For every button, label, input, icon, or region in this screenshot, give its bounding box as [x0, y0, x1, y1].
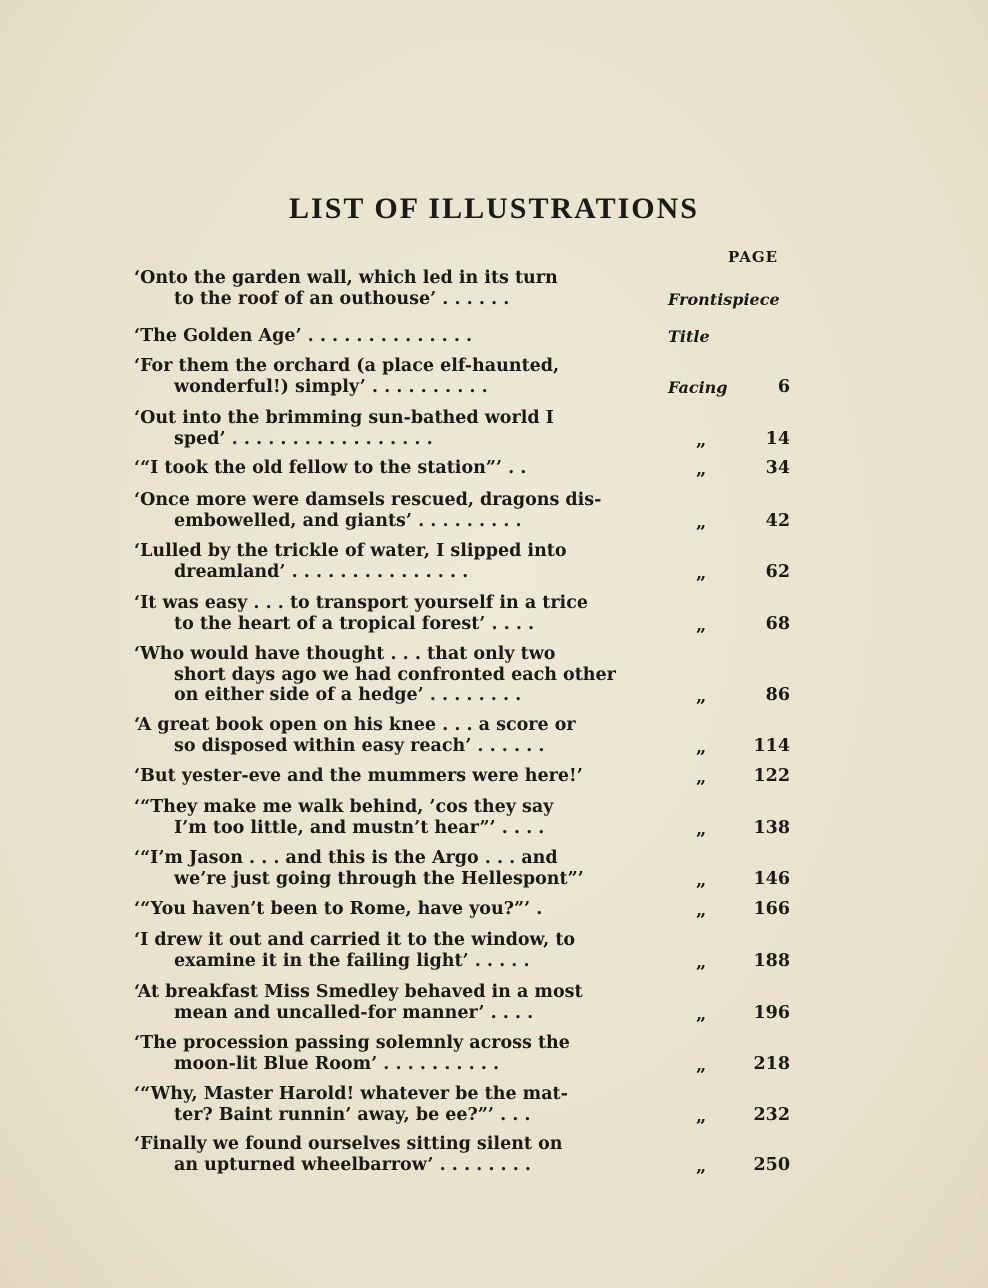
illustration-caption: [134, 408, 650, 449]
page-number: 196: [753, 1002, 790, 1023]
illustration-caption: [134, 593, 650, 634]
page-number: 86: [765, 685, 790, 705]
caption-line: wonderful!) simply’ . . . . . . . . . .: [174, 376, 488, 397]
illustration-caption: [134, 848, 650, 889]
facing-label: „: [696, 736, 707, 758]
illustration-caption: [134, 644, 650, 706]
facing-label: „: [696, 818, 707, 840]
caption-line: ‘At breakfast Miss Smedley behaved in a most: [134, 982, 583, 1002]
caption-line: an upturned wheelbarrow’ . . . . . . . .: [174, 1154, 531, 1175]
caption-line: we’re just going through the Hellespont”’: [174, 868, 584, 889]
caption-line: ‘It was easy . . . to transport yourself in a trice: [134, 593, 588, 613]
page-title: LIST OF ILLUSTRATIONS: [289, 192, 699, 225]
caption-line: embowelled, and giants’ . . . . . . . . .: [174, 510, 522, 531]
caption-line: ‘Who would have thought . . . that only two: [134, 644, 556, 664]
caption-line: ‘“I’m Jason . . . and this is the Argo . . . and: [134, 848, 558, 868]
page-column-header: PAGE: [728, 248, 779, 266]
page-number: 166: [753, 899, 790, 919]
facing-label: „: [696, 429, 707, 451]
caption-line: ‘But yester-eve and the mummers were here!’: [134, 766, 583, 786]
illustration-caption: [134, 356, 650, 397]
facing-label: Facing: [668, 377, 728, 397]
page-number: 232: [753, 1104, 790, 1125]
caption-line: mean and uncalled-for manner’ . . . .: [174, 1002, 534, 1023]
caption-line: on either side of a hedge’ . . . . . . . .: [174, 685, 522, 705]
caption-line: ‘The procession passing solemnly across the: [134, 1033, 570, 1053]
facing-label: „: [696, 686, 707, 707]
caption-line: so disposed within easy reach’ . . . . . .: [174, 735, 545, 756]
page-number: 218: [753, 1053, 790, 1074]
facing-label: „: [696, 869, 707, 891]
caption-line: ‘For them the orchard (a place elf-haunted,: [134, 356, 560, 376]
illustration-caption: [134, 797, 650, 838]
caption-line: dreamland’ . . . . . . . . . . . . . . .: [174, 561, 469, 582]
caption-line: ‘“Why, Master Harold! whatever be the mat-: [134, 1084, 568, 1104]
facing-label: „: [696, 951, 707, 973]
facing-label: „: [696, 1155, 707, 1177]
facing-label: Title: [668, 327, 710, 346]
caption-line: ‘Finally we found ourselves sitting silent on: [134, 1134, 563, 1154]
caption-line: to the roof of an outhouse’ . . . . . .: [174, 288, 510, 309]
caption-line: I’m too little, and mustn’t hear”’ . . . .: [174, 817, 545, 838]
caption-line: sped’ . . . . . . . . . . . . . . . . .: [174, 428, 433, 449]
caption-line: ‘Lulled by the trickle of water, I slipped into: [134, 541, 567, 561]
caption-line: examine it in the failing light’ . . . . .: [174, 950, 530, 971]
caption-line: ter? Baint runnin’ away, be ee?”’ . . .: [174, 1104, 531, 1125]
illustration-caption: [134, 982, 650, 1023]
illustration-caption: [134, 715, 650, 756]
illustration-caption: [134, 1084, 650, 1125]
caption-line: ‘Onto the garden wall, which led in its turn: [134, 268, 558, 288]
illustration-caption: [134, 930, 650, 971]
facing-label: „: [696, 511, 707, 533]
caption-line: short days ago we had confronted each other: [174, 664, 616, 685]
page-number: 188: [753, 950, 790, 971]
caption-line: ‘“You haven’t been to Rome, have you?”’ .: [134, 899, 543, 919]
illustration-caption: [134, 541, 650, 582]
caption-line: ‘I drew it out and carried it to the window, to: [134, 930, 576, 950]
illustration-caption: [134, 766, 650, 787]
facing-label: „: [696, 767, 707, 788]
caption-line: ‘Out into the brimming sun-bathed world I: [134, 408, 554, 428]
caption-line: ‘Once more were damsels rescued, dragons dis-: [134, 490, 602, 510]
page-number: 42: [765, 510, 790, 531]
illustration-caption: [134, 326, 650, 347]
caption-line: ‘“I took the old fellow to the station”’ . .: [134, 458, 527, 478]
illustration-caption: [134, 1134, 650, 1175]
page-number: 122: [753, 766, 790, 786]
facing-label: „: [696, 1105, 707, 1127]
facing-label: „: [696, 614, 707, 636]
page-number: 146: [753, 868, 790, 889]
facing-label: Frontispiece: [668, 289, 780, 309]
illustration-caption: [134, 458, 650, 479]
page-number: 250: [753, 1154, 790, 1175]
page-number: 14: [765, 428, 790, 449]
facing-label: „: [696, 1003, 707, 1025]
facing-label: „: [696, 900, 707, 921]
page-number: 62: [765, 561, 790, 582]
page-number: 34: [765, 458, 790, 478]
caption-line: ‘The Golden Age’ . . . . . . . . . . . . . .: [134, 326, 473, 346]
facing-label: „: [696, 562, 707, 584]
caption-line: ‘A great book open on his knee . . . a score or: [134, 715, 576, 735]
illustration-caption: [134, 1033, 650, 1074]
page-number: 114: [753, 735, 790, 756]
caption-line: to the heart of a tropical forest’ . . . .: [174, 613, 535, 634]
page-number: 68: [765, 613, 790, 634]
illustration-caption: [134, 899, 650, 920]
facing-label: „: [696, 459, 707, 480]
illustration-caption: [134, 490, 650, 531]
facing-label: „: [696, 1054, 707, 1076]
caption-line: ‘“They make me walk behind, ’cos they say: [134, 797, 554, 817]
illustration-caption: [134, 268, 650, 309]
page-number: 138: [753, 817, 790, 838]
page-number: 6: [777, 376, 790, 397]
caption-line: moon-lit Blue Room’ . . . . . . . . . .: [174, 1053, 500, 1074]
